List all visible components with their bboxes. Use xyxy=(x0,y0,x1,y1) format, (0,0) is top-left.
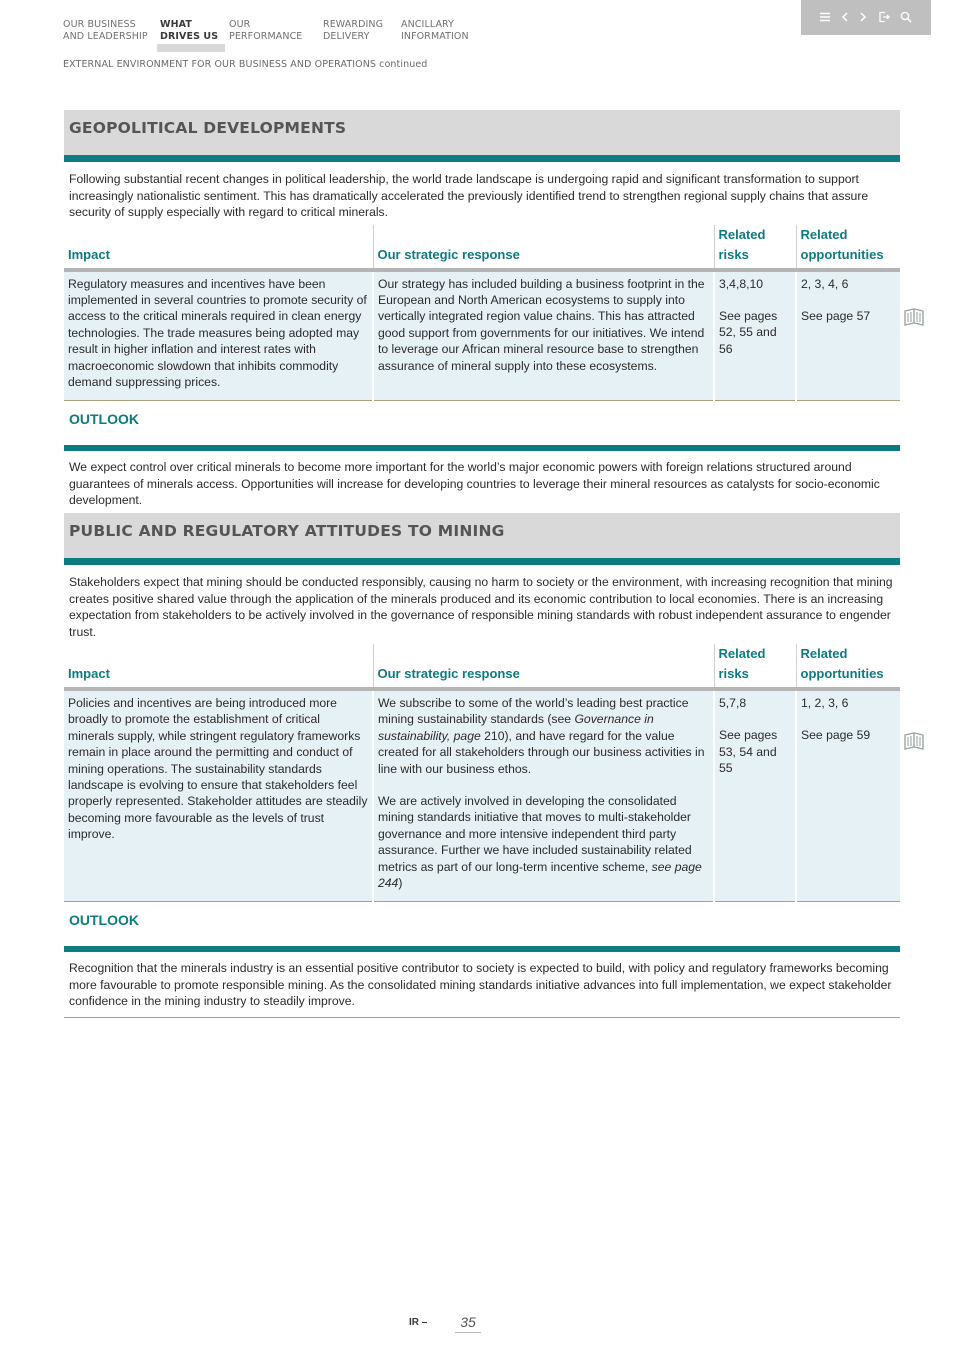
chevron-right-icon[interactable] xyxy=(856,10,870,24)
incentive-page-reference[interactable]: see page 244 xyxy=(378,859,702,891)
nav-item-our-business[interactable]: OUR BUSINESS AND LEADERSHIP xyxy=(63,19,148,42)
page-number: 35 xyxy=(455,1314,481,1333)
column-header-related-opportunities: Related opportunities xyxy=(796,644,900,689)
risks-cell xyxy=(714,270,796,401)
opportunities-list: 2, 3, 4, 6 xyxy=(801,276,849,291)
opportunities-cell xyxy=(796,270,900,401)
menu-icon[interactable] xyxy=(818,10,832,24)
column-header-related-risks: Related risks xyxy=(714,644,796,689)
breadcrumb xyxy=(63,59,427,70)
section-intro: Stakeholders expect that mining should be conducted responsibly, causing no harm to society or the environment, with increasing recognition that mining creates positive shared value through the application of the minerals produced and its economic contribution to local economies. There is an increasing expectation from stakeholders to be actively involved in the governance of responsible mining standards with robust independent assurance to engender trust. xyxy=(69,575,893,639)
section-public-regulatory-attitudes xyxy=(64,513,900,1018)
response-cell: Our strategy has included building a business footprint in the European and North American ecosystems to supply into vertically integrated region value chains. This has attracted good support from governments for our initiatives. We intend to leverage our African mineral resource base to strengthen assurance of mineral supply into these ecosystems. xyxy=(373,270,714,401)
nav-item-our-performance[interactable]: OUR PERFORMANCE xyxy=(229,19,303,42)
column-header-impact: Impact xyxy=(64,644,373,689)
table-row xyxy=(64,689,900,902)
nav-item-what-drives-us[interactable]: WHAT DRIVES US xyxy=(160,19,219,42)
risks-page-reference[interactable]: See pages 53, 54 and 55 xyxy=(719,728,778,776)
risks-cell xyxy=(714,689,796,902)
risks-list: 3,4,8,10 xyxy=(719,276,764,291)
opportunities-list: 1, 2, 3, 6 xyxy=(801,696,849,710)
section-title: GEOPOLITICAL DEVELOPMENTS xyxy=(64,110,900,162)
nav-item-rewarding-delivery[interactable]: REWARDING DELIVERY xyxy=(323,19,384,42)
book-icon[interactable] xyxy=(903,732,925,752)
breadcrumb-suffix: continued xyxy=(379,59,428,70)
outlook-text: We expect control over critical minerals to become more important for the world’s major economic powers with foreign relations structured around guarantees of minerals access. Opportunities will increase for developing countries to leverage their mineral resources as catalysts for socio-economic development. xyxy=(64,451,900,517)
response-cell: We subscribe to some of the world’s leading best practice mining sustainability standards (see Governance in sustainability, page 210), and have regard for the value created for all stakeholders through our business activities in line with our business ethos. We are actively involved in developing the consolidated mining standards initiative that moves to multi-stakeholder governance and more intensive independent third party assurance. Further we have included sustainability related metrics as part of our long-term incentive scheme, see page 244) xyxy=(373,689,714,902)
impact-table xyxy=(64,644,900,902)
section-geopolitical-developments xyxy=(64,110,900,517)
column-header-strategic-response: Our strategic response xyxy=(373,225,714,270)
table-row xyxy=(64,270,900,401)
impact-table xyxy=(64,225,900,402)
governance-reference[interactable]: Governance in sustainability, page xyxy=(378,712,654,743)
opportunities-page-reference[interactable]: See page 57 xyxy=(801,308,871,323)
opportunities-cell xyxy=(796,689,900,902)
toolbar xyxy=(801,0,931,35)
nav-item-ancillary-information[interactable]: ANCILLARY INFORMATION xyxy=(401,19,469,42)
section-intro: Following substantial recent changes in political leadership, the world trade landscape is undergoing rapid and significant transformation to support increasingly nationalistic sentiment. This has dramatically accelerated the previously identified trend to strengthen regional supply chains that assure security of supply especially with regard to critical minerals. xyxy=(69,172,869,219)
risks-list: 5,7,8 xyxy=(719,696,747,710)
opportunities-page-reference[interactable]: See page 59 xyxy=(801,728,871,743)
column-header-related-opportunities: Related opportunities xyxy=(796,225,900,270)
risks-page-reference[interactable]: See pages 52, 55 and 56 xyxy=(719,308,778,356)
search-icon[interactable] xyxy=(899,10,913,24)
footer-label: IR – xyxy=(409,1317,428,1328)
impact-cell: Policies and incentives are being introduced more broadly to promote the establishment of critical minerals supply, while stringent regulatory frameworks remain in place around the permitting and conduct of mining operations. The sustainability standards landscape is evolving to ensure that stakeholders feel properly represented. Stakeholder attitudes are steadily becoming more favourable as the levels of trust improve. xyxy=(64,689,373,902)
book-icon[interactable] xyxy=(903,308,925,328)
impact-cell: Regulatory measures and incentives have been implemented in several countries to promote security of access to the critical minerals required in clean energy technologies. The trade measures being adopted may result in higher inflation and interest rates with macroeconomic slowdown that inhibits commodity demand suppressing prices. xyxy=(64,270,373,401)
column-header-strategic-response: Our strategic response xyxy=(373,644,714,689)
outlook-title: OUTLOOK xyxy=(64,401,900,451)
outlook-title: OUTLOOK xyxy=(64,902,900,952)
chevron-left-icon[interactable] xyxy=(838,10,852,24)
section-title: PUBLIC AND REGULATORY ATTITUDES TO MINING xyxy=(64,513,900,565)
column-header-impact: Impact xyxy=(64,225,373,270)
column-header-related-risks: Related risks xyxy=(714,225,796,270)
exit-icon[interactable] xyxy=(877,10,891,24)
outlook-text: Recognition that the minerals industry is an essential positive contributor to society is expected to build, with policy and regulatory frameworks becoming more favourable to promote responsible mining. As the consolidated mining standards initiative advances into full implementation, we expect stakeholder confidence in the mining industry to steadily improve. xyxy=(64,952,900,1018)
breadcrumb-main: EXTERNAL ENVIRONMENT FOR OUR BUSINESS AND OPERATIONS xyxy=(63,59,377,70)
active-tab-indicator xyxy=(157,44,225,52)
